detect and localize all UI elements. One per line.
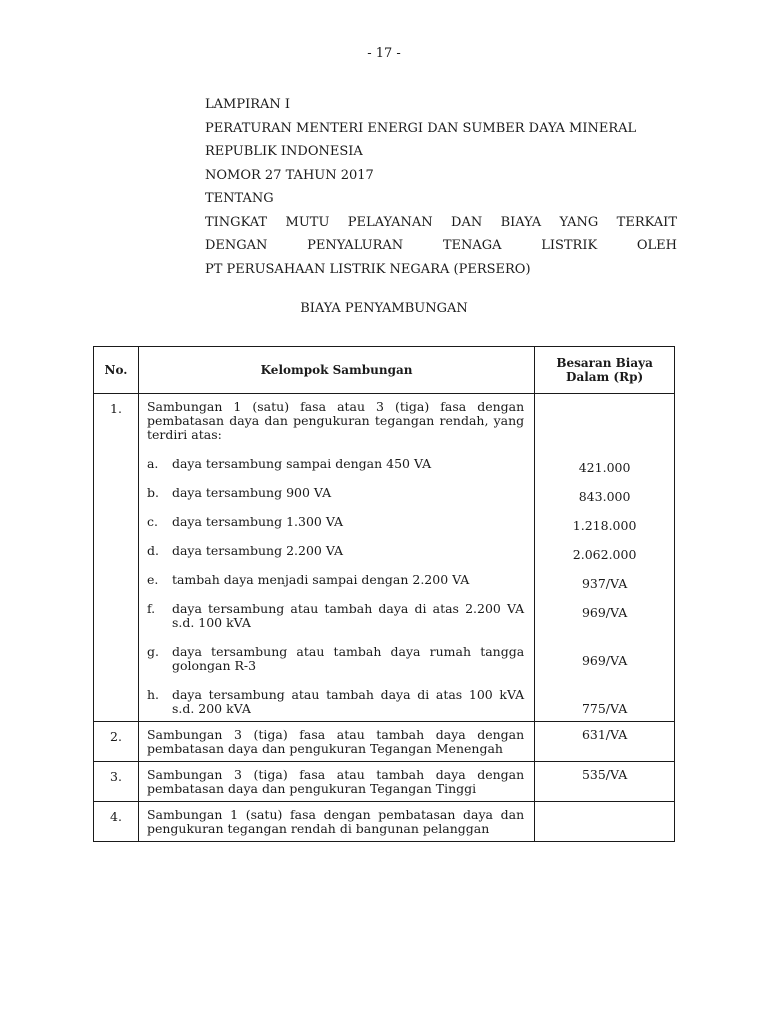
page-number: - 17 - bbox=[367, 46, 401, 61]
sub-item-cost: 421.000 bbox=[578, 460, 631, 475]
connection-fee-table bbox=[93, 346, 675, 842]
table-row bbox=[94, 394, 675, 722]
row-number: 1. bbox=[94, 394, 139, 722]
header-line: DENGAN PENYALURAN TENAGA LISTRIK OLEH bbox=[205, 238, 677, 253]
header-line: LAMPIRAN I bbox=[205, 97, 291, 112]
sub-item-letter: d. bbox=[146, 543, 159, 558]
row-cost bbox=[535, 762, 675, 802]
sub-item bbox=[147, 457, 524, 471]
row-description bbox=[138, 802, 534, 842]
sub-item bbox=[147, 573, 524, 587]
sub-item bbox=[147, 645, 524, 673]
row-text: Sambungan 3 (tiga) fasa atau tambah daya dengan pembatasan daya dan pengukuran Tegangan Tinggi bbox=[146, 767, 525, 796]
sub-item-text: daya tersambung atau tambah daya rumah tangga golongan R-3 bbox=[171, 644, 525, 673]
sub-item-text: daya tersambung atau tambah daya di atas 100 kVA s.d. 200 kVA bbox=[171, 687, 525, 716]
row-description bbox=[138, 762, 534, 802]
table-row bbox=[94, 722, 675, 762]
sub-item bbox=[147, 688, 524, 716]
sub-item bbox=[147, 515, 524, 529]
sub-item-cost: 969/VA bbox=[581, 605, 628, 620]
sub-item-text: tambah daya menjadi sampai dengan 2.200 VA bbox=[171, 572, 470, 587]
regulation-header bbox=[205, 93, 677, 281]
row-number: 3. bbox=[94, 762, 139, 802]
row-description bbox=[138, 722, 534, 762]
row-number: 2. bbox=[94, 722, 139, 762]
row-description bbox=[138, 394, 534, 722]
sub-item-cost: 937/VA bbox=[581, 576, 628, 591]
sub-item-letter: c. bbox=[146, 514, 158, 529]
row-cost-value: 535/VA bbox=[581, 767, 628, 782]
row-number: 4. bbox=[94, 802, 139, 842]
sub-item-text: daya tersambung 2.200 VA bbox=[171, 543, 344, 558]
header-line: NOMOR 27 TAHUN 2017 bbox=[205, 167, 374, 183]
header-line: REPUBLIK INDONESIA bbox=[205, 144, 363, 159]
header-line: TINGKAT MUTU PELAYANAN DAN BIAYA YANG TERKAIT bbox=[205, 214, 677, 230]
sub-item-text: daya tersambung 1.300 VA bbox=[171, 514, 344, 529]
sub-item bbox=[147, 602, 524, 630]
column-header-group: Kelompok Sambungan bbox=[138, 347, 534, 394]
sub-item-letter: f. bbox=[146, 601, 156, 616]
header-line: TENTANG bbox=[205, 191, 274, 206]
document-title: BIAYA PENYAMBUNGAN bbox=[300, 301, 468, 316]
sub-item-cost: 843.000 bbox=[578, 489, 631, 504]
sub-item-letter: e. bbox=[146, 572, 159, 587]
row-text: Sambungan 1 (satu) fasa dengan pembatasan daya dan pengukuran tegangan rendah di bangunan pelanggan bbox=[146, 807, 525, 836]
sub-item-text: daya tersambung 900 VA bbox=[171, 485, 332, 500]
sub-item-letter: b. bbox=[146, 485, 159, 500]
row-cost bbox=[535, 802, 675, 842]
sub-item-cost: 1.218.000 bbox=[572, 518, 637, 533]
table-header-row bbox=[94, 347, 675, 394]
header-line: PERATURAN MENTERI ENERGI DAN SUMBER DAYA MINERAL bbox=[205, 120, 637, 136]
table-row bbox=[94, 762, 675, 802]
column-header-no: No. bbox=[94, 347, 139, 394]
row-cost-value: 631/VA bbox=[581, 727, 628, 742]
sub-item-text: daya tersambung sampai dengan 450 VA bbox=[171, 456, 432, 471]
sub-item-text: daya tersambung atau tambah daya di atas 2.200 VA s.d. 100 kVA bbox=[171, 601, 525, 630]
column-header-cost: Besaran Biaya Dalam (Rp) bbox=[535, 347, 675, 394]
row-cost bbox=[535, 722, 675, 762]
row-cost bbox=[535, 394, 675, 722]
sub-item bbox=[147, 486, 524, 500]
sub-item-letter: g. bbox=[146, 644, 159, 659]
sub-item-cost: 775/VA bbox=[581, 701, 628, 716]
header-line: PT PERUSAHAAN LISTRIK NEGARA (PERSERO) bbox=[205, 261, 531, 277]
sub-item-cost: 2.062.000 bbox=[572, 547, 637, 562]
row-text: Sambungan 3 (tiga) fasa atau tambah daya dengan pembatasan daya dan pengukuran Tegangan Menengah bbox=[146, 727, 525, 756]
table-row bbox=[94, 802, 675, 842]
sub-item-letter: a. bbox=[146, 456, 159, 471]
sub-item-cost: 969/VA bbox=[581, 653, 628, 668]
sub-item-letter: h. bbox=[146, 687, 159, 702]
sub-item bbox=[147, 544, 524, 558]
row-text: Sambungan 1 (satu) fasa atau 3 (tiga) fasa dengan pembatasan daya dan pengukuran tegangan rendah, yang terdiri atas: bbox=[146, 399, 525, 442]
